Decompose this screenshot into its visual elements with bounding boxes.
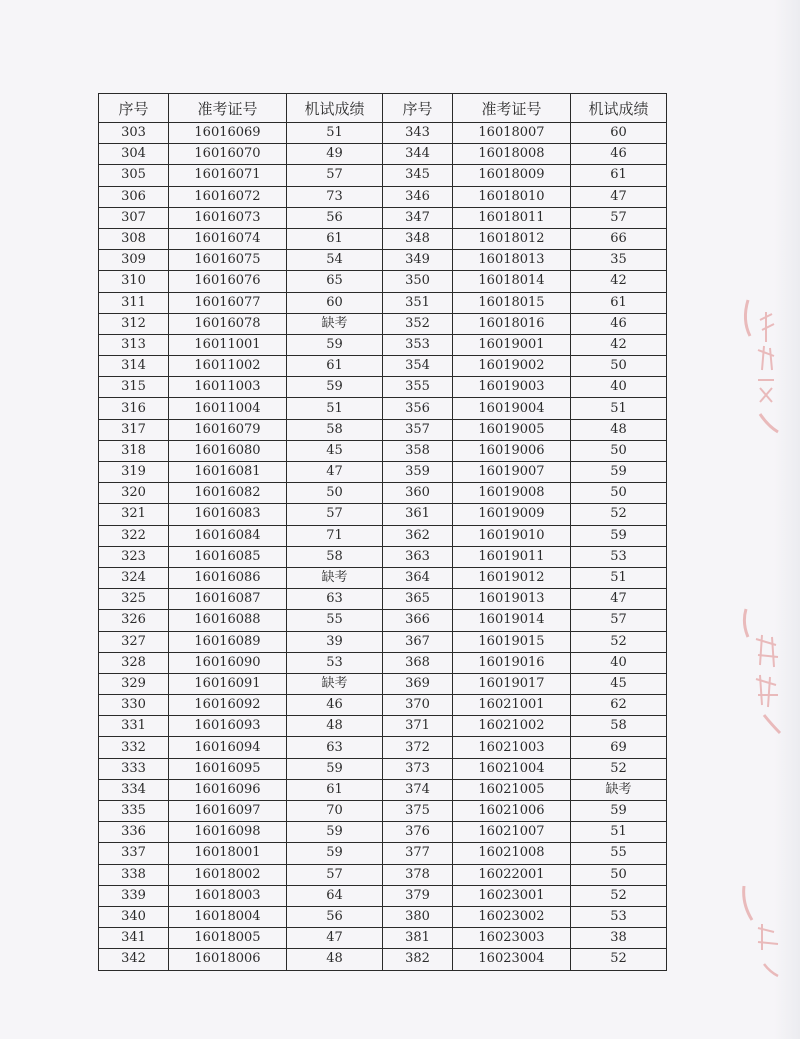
cell-score-left: 73	[287, 186, 383, 207]
cell-exam-id-right: 16023004	[453, 949, 571, 970]
cell-score-left: 48	[287, 716, 383, 737]
table-row	[99, 652, 667, 673]
cell-exam-id-right: 16019003	[453, 377, 571, 398]
cell-exam-id-right: 16019009	[453, 504, 571, 525]
cell-score-left: 缺考	[287, 313, 383, 334]
cell-score-left: 65	[287, 271, 383, 292]
cell-seq-left: 323	[99, 546, 169, 567]
table-header-row	[99, 94, 667, 123]
cell-exam-id-left: 16016074	[169, 228, 287, 249]
cell-score-right: 42	[571, 334, 667, 355]
cell-seq-left: 334	[99, 779, 169, 800]
table-row	[99, 228, 667, 249]
table-row	[99, 271, 667, 292]
cell-score-right: 40	[571, 377, 667, 398]
cell-seq-left: 319	[99, 462, 169, 483]
cell-exam-id-right: 16019008	[453, 483, 571, 504]
header-seq-left: 序号	[99, 94, 169, 123]
cell-score-left: 57	[287, 165, 383, 186]
cell-seq-left: 331	[99, 716, 169, 737]
score-table	[98, 93, 667, 971]
cell-exam-id-left: 16016082	[169, 483, 287, 504]
seal-mark-top	[738, 290, 786, 400]
cell-score-left: 55	[287, 610, 383, 631]
cell-seq-right: 375	[383, 801, 453, 822]
cell-score-left: 48	[287, 949, 383, 970]
cell-exam-id-left: 16018005	[169, 928, 287, 949]
cell-exam-id-right: 16021007	[453, 822, 571, 843]
cell-score-left: 59	[287, 843, 383, 864]
cell-exam-id-right: 16019005	[453, 419, 571, 440]
cell-seq-right: 369	[383, 673, 453, 694]
seal-mark-middle	[738, 605, 786, 715]
cell-score-right: 46	[571, 313, 667, 334]
cell-exam-id-right: 16021008	[453, 843, 571, 864]
table-row	[99, 567, 667, 588]
table-row	[99, 885, 667, 906]
cell-exam-id-right: 16022001	[453, 864, 571, 885]
table-row	[99, 779, 667, 800]
cell-exam-id-left: 16016093	[169, 716, 287, 737]
cell-exam-id-left: 16016090	[169, 652, 287, 673]
cell-exam-id-left: 16016088	[169, 610, 287, 631]
cell-seq-right: 351	[383, 292, 453, 313]
cell-seq-right: 377	[383, 843, 453, 864]
cell-score-left: 49	[287, 144, 383, 165]
seal-mark-bottom	[738, 880, 786, 990]
table-row	[99, 737, 667, 758]
cell-seq-left: 316	[99, 398, 169, 419]
cell-seq-left: 317	[99, 419, 169, 440]
table-row	[99, 356, 667, 377]
cell-exam-id-right: 16019004	[453, 398, 571, 419]
table-row	[99, 801, 667, 822]
cell-exam-id-left: 16016070	[169, 144, 287, 165]
cell-seq-right: 356	[383, 398, 453, 419]
cell-score-left: 39	[287, 631, 383, 652]
cell-score-right: 57	[571, 207, 667, 228]
cell-exam-id-right: 16019015	[453, 631, 571, 652]
cell-seq-left: 307	[99, 207, 169, 228]
cell-exam-id-right: 16021001	[453, 695, 571, 716]
cell-score-left: 61	[287, 779, 383, 800]
table-row	[99, 949, 667, 970]
cell-score-right: 46	[571, 144, 667, 165]
cell-seq-left: 315	[99, 377, 169, 398]
cell-exam-id-left: 16018002	[169, 864, 287, 885]
cell-exam-id-right: 16019016	[453, 652, 571, 673]
cell-seq-left: 325	[99, 589, 169, 610]
cell-score-right: 59	[571, 525, 667, 546]
table-row	[99, 695, 667, 716]
cell-seq-right: 362	[383, 525, 453, 546]
cell-seq-right: 345	[383, 165, 453, 186]
cell-seq-right: 357	[383, 419, 453, 440]
header-score-right: 机试成绩	[571, 94, 667, 123]
cell-score-right: 50	[571, 440, 667, 461]
seal-bottom-icon	[738, 880, 786, 990]
cell-exam-id-left: 16011004	[169, 398, 287, 419]
cell-exam-id-right: 16018011	[453, 207, 571, 228]
cell-seq-left: 337	[99, 843, 169, 864]
header-seq-right: 序号	[383, 94, 453, 123]
cell-score-left: 缺考	[287, 673, 383, 694]
cell-exam-id-left: 16016087	[169, 589, 287, 610]
cell-exam-id-left: 16016098	[169, 822, 287, 843]
cell-score-right: 50	[571, 483, 667, 504]
cell-score-left: 47	[287, 462, 383, 483]
cell-score-left: 51	[287, 123, 383, 144]
cell-score-left: 59	[287, 334, 383, 355]
cell-score-left: 56	[287, 906, 383, 927]
cell-exam-id-left: 16016092	[169, 695, 287, 716]
cell-exam-id-right: 16023002	[453, 906, 571, 927]
cell-seq-right: 349	[383, 250, 453, 271]
cell-score-right: 50	[571, 864, 667, 885]
cell-score-left: 60	[287, 292, 383, 313]
table-row	[99, 631, 667, 652]
cell-seq-right: 382	[383, 949, 453, 970]
cell-exam-id-right: 16018007	[453, 123, 571, 144]
cell-score-right: 52	[571, 504, 667, 525]
cell-seq-right: 343	[383, 123, 453, 144]
cell-exam-id-right: 16019007	[453, 462, 571, 483]
table-row	[99, 483, 667, 504]
cell-score-right: 42	[571, 271, 667, 292]
cell-exam-id-left: 16018006	[169, 949, 287, 970]
cell-seq-right: 355	[383, 377, 453, 398]
cell-seq-left: 310	[99, 271, 169, 292]
table-row	[99, 440, 667, 461]
table-row	[99, 525, 667, 546]
cell-seq-left: 311	[99, 292, 169, 313]
table-row	[99, 186, 667, 207]
table-row	[99, 377, 667, 398]
cell-seq-right: 346	[383, 186, 453, 207]
cell-score-right: 61	[571, 165, 667, 186]
cell-seq-left: 336	[99, 822, 169, 843]
cell-score-right: 51	[571, 398, 667, 419]
table-row	[99, 843, 667, 864]
cell-score-left: 64	[287, 885, 383, 906]
cell-score-right: 52	[571, 885, 667, 906]
cell-seq-left: 342	[99, 949, 169, 970]
cell-exam-id-left: 16016081	[169, 462, 287, 483]
cell-score-right: 48	[571, 419, 667, 440]
cell-seq-right: 373	[383, 758, 453, 779]
cell-score-right: 47	[571, 186, 667, 207]
table-row	[99, 716, 667, 737]
table-row	[99, 334, 667, 355]
cell-seq-right: 353	[383, 334, 453, 355]
table-row	[99, 419, 667, 440]
cell-exam-id-left: 16016094	[169, 737, 287, 758]
cell-score-right: 66	[571, 228, 667, 249]
table-row	[99, 398, 667, 419]
cell-seq-right: 359	[383, 462, 453, 483]
cell-seq-right: 365	[383, 589, 453, 610]
table-row	[99, 589, 667, 610]
cell-exam-id-right: 16018010	[453, 186, 571, 207]
cell-seq-right: 347	[383, 207, 453, 228]
cell-seq-right: 381	[383, 928, 453, 949]
cell-exam-id-left: 16016086	[169, 567, 287, 588]
cell-seq-right: 372	[383, 737, 453, 758]
cell-score-left: 50	[287, 483, 383, 504]
cell-score-left: 58	[287, 419, 383, 440]
cell-seq-right: 363	[383, 546, 453, 567]
cell-seq-left: 335	[99, 801, 169, 822]
cell-score-left: 47	[287, 928, 383, 949]
cell-seq-left: 314	[99, 356, 169, 377]
cell-seq-left: 329	[99, 673, 169, 694]
cell-exam-id-right: 16019002	[453, 356, 571, 377]
cell-score-left: 57	[287, 864, 383, 885]
cell-seq-left: 313	[99, 334, 169, 355]
cell-score-right: 35	[571, 250, 667, 271]
cell-seq-right: 380	[383, 906, 453, 927]
table-row	[99, 207, 667, 228]
cell-exam-id-left: 16016078	[169, 313, 287, 334]
cell-exam-id-left: 16011003	[169, 377, 287, 398]
cell-exam-id-left: 16018003	[169, 885, 287, 906]
cell-exam-id-right: 16021002	[453, 716, 571, 737]
cell-exam-id-left: 16018004	[169, 906, 287, 927]
table-row	[99, 313, 667, 334]
cell-exam-id-right: 16018012	[453, 228, 571, 249]
cell-exam-id-right: 16019001	[453, 334, 571, 355]
cell-seq-right: 379	[383, 885, 453, 906]
cell-seq-left: 304	[99, 144, 169, 165]
cell-exam-id-right: 16019017	[453, 673, 571, 694]
cell-exam-id-right: 16019012	[453, 567, 571, 588]
cell-exam-id-right: 16023003	[453, 928, 571, 949]
cell-exam-id-right: 16018013	[453, 250, 571, 271]
cell-seq-right: 350	[383, 271, 453, 292]
cell-score-right: 52	[571, 758, 667, 779]
cell-seq-left: 305	[99, 165, 169, 186]
cell-score-right: 69	[571, 737, 667, 758]
cell-score-right: 51	[571, 567, 667, 588]
cell-exam-id-left: 16016079	[169, 419, 287, 440]
cell-seq-right: 370	[383, 695, 453, 716]
header-score-left: 机试成绩	[287, 94, 383, 123]
cell-seq-left: 328	[99, 652, 169, 673]
cell-score-left: 54	[287, 250, 383, 271]
cell-seq-right: 376	[383, 822, 453, 843]
cell-exam-id-left: 16016091	[169, 673, 287, 694]
cell-seq-right: 368	[383, 652, 453, 673]
cell-score-left: 51	[287, 398, 383, 419]
cell-score-right: 缺考	[571, 779, 667, 800]
cell-seq-left: 308	[99, 228, 169, 249]
table-row	[99, 758, 667, 779]
cell-score-left: 45	[287, 440, 383, 461]
table-row	[99, 144, 667, 165]
cell-seq-left: 326	[99, 610, 169, 631]
cell-seq-left: 330	[99, 695, 169, 716]
cell-score-right: 62	[571, 695, 667, 716]
table-row	[99, 250, 667, 271]
seal-top-icon	[738, 290, 786, 440]
cell-seq-right: 360	[383, 483, 453, 504]
cell-score-left: 63	[287, 737, 383, 758]
cell-seq-left: 309	[99, 250, 169, 271]
cell-score-right: 57	[571, 610, 667, 631]
cell-seq-left: 327	[99, 631, 169, 652]
cell-seq-right: 371	[383, 716, 453, 737]
cell-exam-id-right: 16018009	[453, 165, 571, 186]
table-row	[99, 165, 667, 186]
table-row	[99, 462, 667, 483]
cell-score-left: 59	[287, 822, 383, 843]
cell-exam-id-right: 16019013	[453, 589, 571, 610]
cell-exam-id-left: 16016071	[169, 165, 287, 186]
cell-score-left: 缺考	[287, 567, 383, 588]
cell-exam-id-left: 16011002	[169, 356, 287, 377]
cell-seq-right: 366	[383, 610, 453, 631]
cell-seq-left: 306	[99, 186, 169, 207]
cell-score-right: 60	[571, 123, 667, 144]
cell-score-right: 59	[571, 462, 667, 483]
cell-exam-id-right: 16021004	[453, 758, 571, 779]
cell-seq-left: 339	[99, 885, 169, 906]
table-row	[99, 864, 667, 885]
cell-exam-id-left: 16016072	[169, 186, 287, 207]
cell-score-right: 59	[571, 801, 667, 822]
cell-seq-right: 354	[383, 356, 453, 377]
cell-exam-id-left: 16016076	[169, 271, 287, 292]
cell-seq-right: 374	[383, 779, 453, 800]
cell-seq-left: 322	[99, 525, 169, 546]
score-table-body	[99, 123, 667, 971]
cell-seq-right: 348	[383, 228, 453, 249]
cell-exam-id-left: 16016085	[169, 546, 287, 567]
cell-exam-id-right: 16021006	[453, 801, 571, 822]
cell-score-left: 53	[287, 652, 383, 673]
cell-score-right: 51	[571, 822, 667, 843]
cell-score-right: 61	[571, 292, 667, 313]
table-row	[99, 822, 667, 843]
cell-score-right: 50	[571, 356, 667, 377]
cell-exam-id-left: 16016073	[169, 207, 287, 228]
cell-exam-id-left: 16016069	[169, 123, 287, 144]
cell-exam-id-left: 16016080	[169, 440, 287, 461]
cell-score-right: 55	[571, 843, 667, 864]
cell-exam-id-left: 16018001	[169, 843, 287, 864]
cell-score-left: 56	[287, 207, 383, 228]
cell-score-left: 58	[287, 546, 383, 567]
cell-score-right: 53	[571, 906, 667, 927]
cell-score-left: 59	[287, 377, 383, 398]
cell-score-left: 71	[287, 525, 383, 546]
cell-exam-id-right: 16021005	[453, 779, 571, 800]
cell-seq-left: 320	[99, 483, 169, 504]
cell-seq-left: 332	[99, 737, 169, 758]
cell-seq-left: 318	[99, 440, 169, 461]
cell-score-left: 70	[287, 801, 383, 822]
cell-exam-id-left: 16016089	[169, 631, 287, 652]
cell-seq-right: 344	[383, 144, 453, 165]
cell-exam-id-left: 16016096	[169, 779, 287, 800]
cell-score-right: 47	[571, 589, 667, 610]
cell-score-right: 40	[571, 652, 667, 673]
cell-score-right: 53	[571, 546, 667, 567]
cell-score-left: 61	[287, 356, 383, 377]
cell-seq-left: 333	[99, 758, 169, 779]
cell-exam-id-left: 16016095	[169, 758, 287, 779]
table-row	[99, 673, 667, 694]
cell-score-left: 57	[287, 504, 383, 525]
cell-seq-right: 367	[383, 631, 453, 652]
cell-exam-id-right: 16023001	[453, 885, 571, 906]
cell-seq-right: 378	[383, 864, 453, 885]
cell-exam-id-right: 16019006	[453, 440, 571, 461]
cell-seq-right: 361	[383, 504, 453, 525]
cell-score-right: 45	[571, 673, 667, 694]
table-row	[99, 906, 667, 927]
cell-exam-id-right: 16019010	[453, 525, 571, 546]
cell-score-right: 58	[571, 716, 667, 737]
cell-seq-left: 312	[99, 313, 169, 334]
cell-score-left: 61	[287, 228, 383, 249]
cell-exam-id-left: 16016097	[169, 801, 287, 822]
cell-seq-right: 358	[383, 440, 453, 461]
cell-score-left: 63	[287, 589, 383, 610]
table-row	[99, 928, 667, 949]
table-row	[99, 292, 667, 313]
cell-score-left: 46	[287, 695, 383, 716]
table-row	[99, 123, 667, 144]
cell-exam-id-right: 16018015	[453, 292, 571, 313]
cell-score-right: 52	[571, 631, 667, 652]
header-exam-id-right: 准考证号	[453, 94, 571, 123]
cell-seq-right: 364	[383, 567, 453, 588]
cell-score-right: 52	[571, 949, 667, 970]
cell-exam-id-right: 16019011	[453, 546, 571, 567]
cell-seq-left: 340	[99, 906, 169, 927]
cell-score-right: 38	[571, 928, 667, 949]
cell-exam-id-left: 16016077	[169, 292, 287, 313]
table-row	[99, 504, 667, 525]
cell-seq-left: 303	[99, 123, 169, 144]
cell-exam-id-right: 16019014	[453, 610, 571, 631]
cell-score-left: 59	[287, 758, 383, 779]
header-exam-id-left: 准考证号	[169, 94, 287, 123]
cell-exam-id-left: 16011001	[169, 334, 287, 355]
cell-seq-left: 324	[99, 567, 169, 588]
cell-seq-left: 321	[99, 504, 169, 525]
cell-exam-id-right: 16018014	[453, 271, 571, 292]
seal-middle-icon	[738, 605, 786, 735]
cell-seq-left: 338	[99, 864, 169, 885]
table-row	[99, 610, 667, 631]
cell-seq-right: 352	[383, 313, 453, 334]
cell-exam-id-right: 16021003	[453, 737, 571, 758]
cell-exam-id-right: 16018016	[453, 313, 571, 334]
cell-seq-left: 341	[99, 928, 169, 949]
cell-exam-id-right: 16018008	[453, 144, 571, 165]
cell-exam-id-left: 16016084	[169, 525, 287, 546]
cell-exam-id-left: 16016075	[169, 250, 287, 271]
table-row	[99, 546, 667, 567]
cell-exam-id-left: 16016083	[169, 504, 287, 525]
